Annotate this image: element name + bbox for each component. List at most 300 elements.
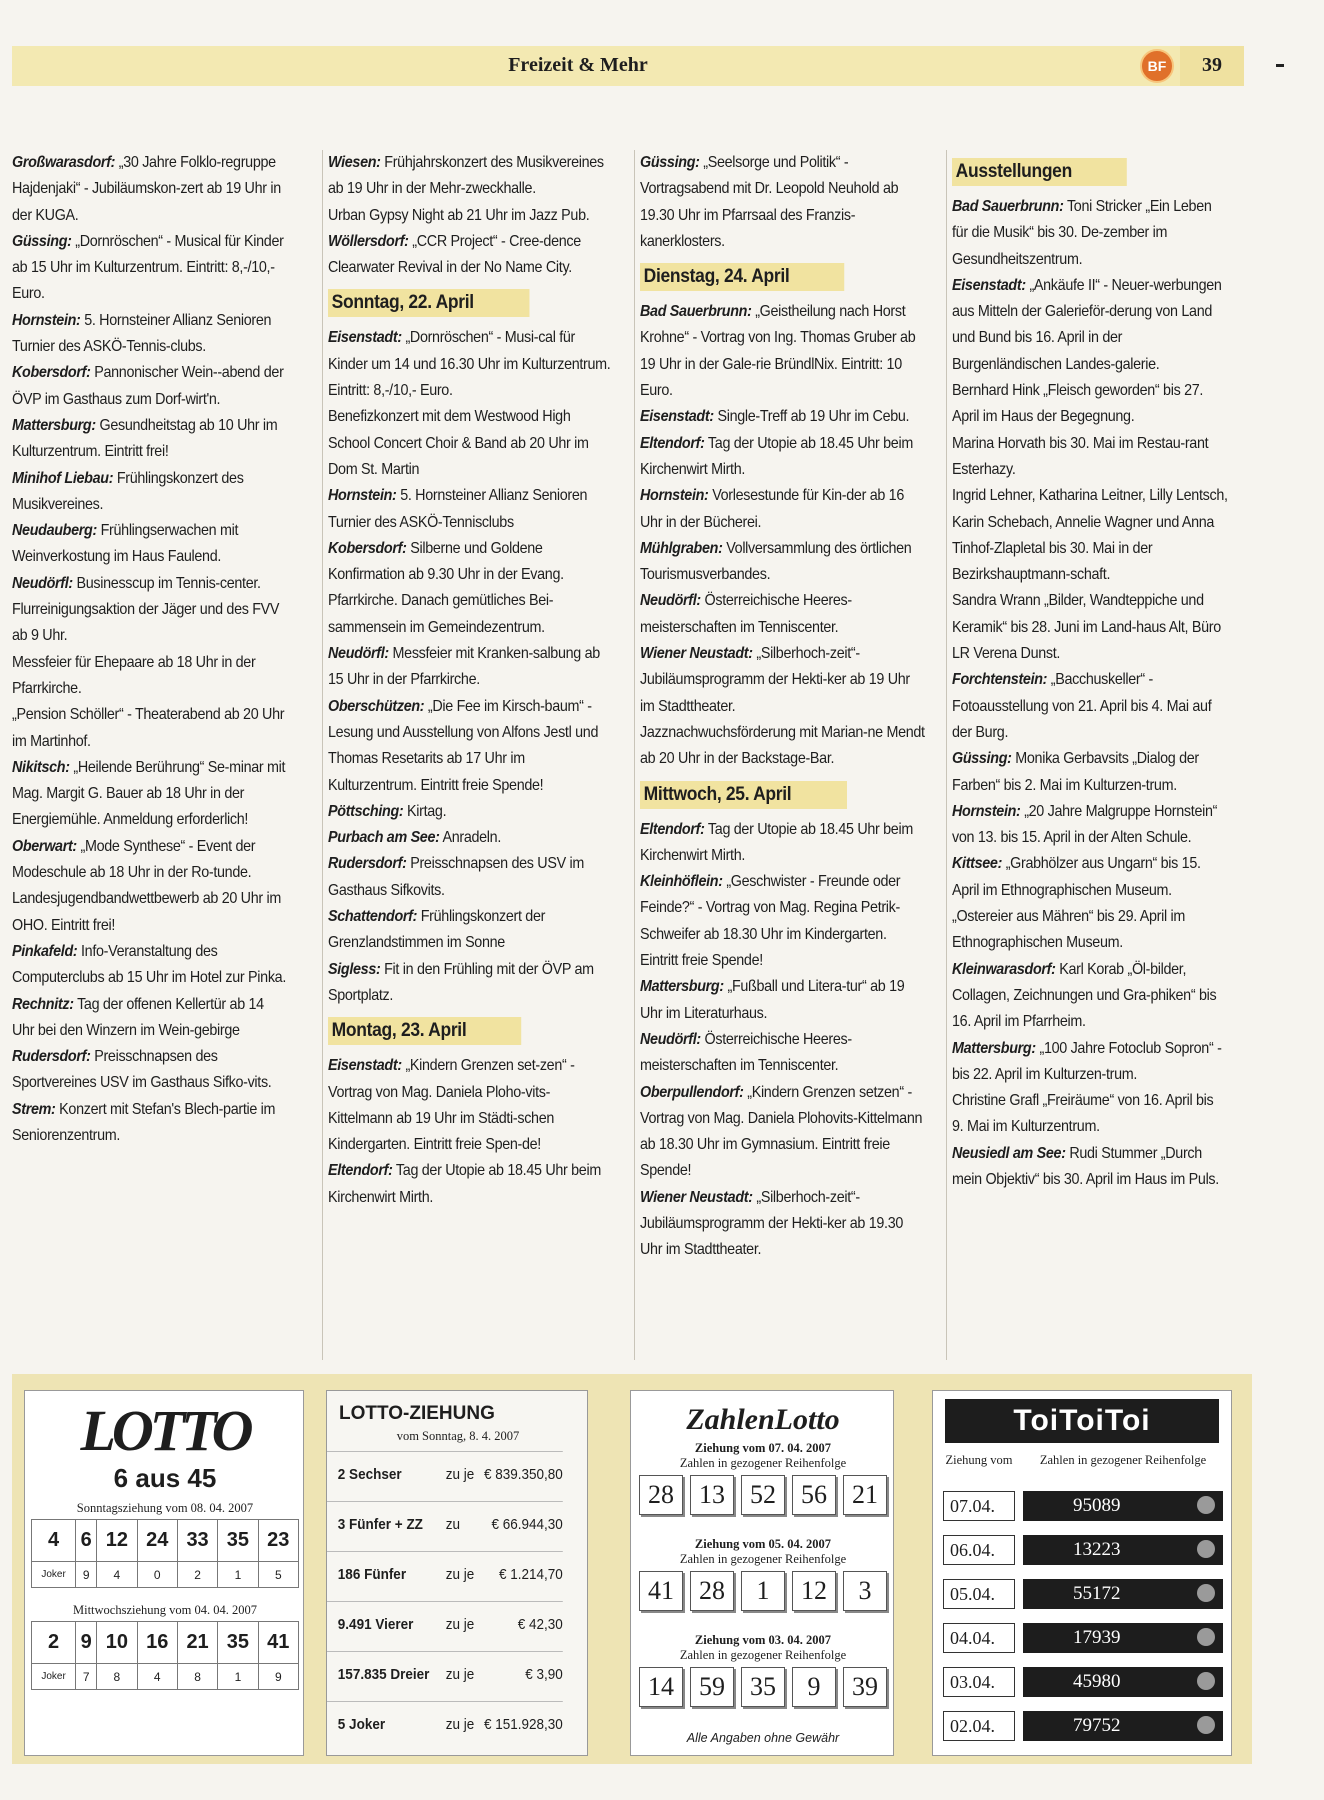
ziehung-row <box>327 1601 563 1647</box>
toi-col-date-header: Ziehung vom <box>945 1453 1013 1467</box>
event-text: „Bacchuskeller“ - Fotoausstellung von 21. April bis 4. Mai auf der Burg. <box>952 671 1212 741</box>
lotto-number: 2 <box>32 1622 76 1664</box>
prize-multiplier: zu je <box>445 1566 475 1583</box>
prize-class: 5 Joker <box>337 1716 386 1733</box>
ziehung-row <box>327 1651 563 1697</box>
drawn-number: 35 <box>741 1667 785 1707</box>
event-place: Neudörfl: <box>328 645 389 663</box>
joker-digit: 1 <box>218 1562 258 1588</box>
event-text: Preisschnapsen des Sportvereines USV im Gasthaus Sifko-vits. <box>12 1048 272 1092</box>
drawn-number: 39 <box>843 1667 887 1707</box>
event-text: 5. Hornsteiner Allianz Senioren Turnier des ASKÖ-Tennis-clubs. <box>12 311 272 356</box>
event-text: Silberne und Goldene Konfirmation ab 9.30 Uhr in der Evang. Pfarrkirche. Danach gemütliches Bei-sammensein im Gemeindezentrum. <box>328 539 564 636</box>
event-entry <box>328 150 613 203</box>
event-entry <box>640 431 925 484</box>
event-entry <box>328 904 613 957</box>
event-text: „Grabhölzer aus Ungarn“ bis 15. April im Ethnographischen Museum. <box>952 855 1201 899</box>
event-text: „Dornröschen“ - Musical für Kinder ab 15 Uhr im Kulturzentrum. Eintritt: 8,-/10,- Euro. <box>12 232 284 303</box>
event-text: Tag der Utopie ab 18.45 Uhr beim Kirchenwirt Mirth. <box>328 1162 601 1206</box>
event-text: „Seelsorge und Politik“ - Vortragsabend mit Dr. Leopold Neuhold ab 19.30 Uhr im Pfarrsaal des Franzis-kanerklosters. <box>640 154 899 250</box>
prize-class: 3 Fünfer + ZZ <box>337 1516 423 1533</box>
event-entry <box>640 641 925 720</box>
lotto-number: 6 <box>76 1520 97 1562</box>
event-entry <box>12 229 288 308</box>
drawn-number: 9 <box>792 1667 836 1707</box>
event-place: Strem: <box>12 1100 56 1118</box>
event-text: „CCR Project“ - Cree-dence Clearwater Revival in der No Name City. <box>328 232 581 277</box>
event-entry <box>12 150 288 229</box>
drawn-number: 28 <box>639 1475 683 1515</box>
event-entry <box>640 1080 925 1185</box>
lotto-number: 41 <box>258 1622 298 1664</box>
event-entry <box>640 404 925 430</box>
draw-date: Ziehung vom 03. 04. 2007 <box>694 1633 832 1647</box>
drawn-number: 28 <box>690 1571 734 1611</box>
event-entry <box>952 1088 1228 1141</box>
event-text: Anradeln. <box>439 829 501 847</box>
event-text: „Pension Schöller“ - Theaterabend ab 20 Uhr im Martinhof. <box>12 706 285 750</box>
event-text: Österreichische Heeres-meisterschaften im Tenniscenter. <box>640 1030 852 1075</box>
event-place: Güssing: <box>640 154 700 171</box>
event-entry <box>12 992 288 1045</box>
event-place: Kobersdorf: <box>12 364 91 382</box>
event-column-3 <box>640 150 925 1264</box>
event-place: Neudörfl: <box>12 574 73 592</box>
event-place: Neudauberg: <box>12 522 97 540</box>
toi-date: 03.04. <box>943 1667 1015 1697</box>
event-place: Wiesen: <box>328 154 381 171</box>
event-text: Tag der offenen Kellertür ab 14 Uhr bei den Winzern im Wein-gebirge <box>12 995 264 1039</box>
event-place: Güssing: <box>952 750 1012 768</box>
event-text: Frühlingskonzert der Grenzlandstimmen im Sonne <box>328 908 546 952</box>
drawn-number: 59 <box>690 1667 734 1707</box>
event-text: „Geistheilung nach Horst Krohne“ - Vortrag von Ing. Thomas Gruber ab 19 Uhr in der Gale-rie BründlNix. Eintritt: 10 Euro. <box>640 303 916 400</box>
toi-date: 04.04. <box>943 1623 1015 1653</box>
toi-date: 05.04. <box>943 1579 1015 1609</box>
toi-row <box>943 1579 1223 1609</box>
event-place: Mattersburg: <box>952 1039 1036 1057</box>
draw-order-note: Zahlen in gezogener Reihenfolge <box>679 1648 847 1662</box>
event-place: Eltendorf: <box>640 820 705 838</box>
day-heading: Sonntag, 22. April <box>328 289 529 317</box>
toi-number <box>1023 1711 1223 1741</box>
drawn-number: 21 <box>843 1475 887 1515</box>
toi-number <box>1023 1667 1223 1697</box>
event-place: Bad Sauerbrunn: <box>640 303 752 321</box>
toi-number-value: 45980 <box>1073 1671 1121 1692</box>
event-entry <box>952 431 1228 484</box>
event-column-2 <box>328 150 613 1211</box>
event-text: Kirtag. <box>403 802 447 820</box>
event-place: Oberpullendorf: <box>640 1083 744 1101</box>
event-entry <box>640 720 925 773</box>
event-text: Monika Gerbavsits „Dialog der Farben“ bis 2. Mai im Kulturzen-trum. <box>952 750 1199 794</box>
event-place: Eisenstadt: <box>328 329 402 347</box>
drawn-number: 14 <box>639 1667 683 1707</box>
joker-digit: 7 <box>76 1664 97 1690</box>
ziehung-title: LOTTO-ZIEHUNG <box>339 1403 495 1424</box>
event-place: Hornstein: <box>640 487 709 505</box>
event-entry <box>12 308 288 361</box>
event-entry <box>952 1141 1228 1194</box>
prize-amount: € 151.928,30 <box>483 1716 563 1733</box>
lottery-results-section <box>12 1374 1252 1764</box>
event-entry <box>328 799 613 825</box>
event-text: „Kindern Grenzen set-zen“ - Vortrag von Mag. Daniela Ploho-vits-Kittelmann ab 19 Uhr im Städti-schen Kindergarten. Eintritt freie Spen-de! <box>328 1057 575 1154</box>
event-text: „Silberhoch-zeit“- Jubiläumsprogramm der Hekti-ker ab 19.30 Uhr im Stadttheater. <box>640 1188 904 1259</box>
event-entry <box>12 1097 288 1150</box>
toi-number-value: 55172 <box>1073 1583 1121 1604</box>
event-entry <box>640 483 925 536</box>
event-entry <box>12 1044 288 1097</box>
sunday-draw-caption: Sonntagsziehung vom 08. 04. 2007 <box>76 1501 254 1515</box>
prize-class: 9.491 Vierer <box>337 1616 414 1633</box>
event-place: Eisenstadt: <box>328 1057 402 1075</box>
event-place: Oberwart: <box>12 837 77 855</box>
draw-date: Ziehung vom 07. 04. 2007 <box>694 1441 832 1455</box>
toi-row <box>943 1491 1223 1521</box>
event-entry <box>12 886 288 939</box>
event-entry <box>12 755 288 834</box>
lotto-logo: LOTTO <box>80 1398 250 1463</box>
lucky-charm-icon <box>1197 1672 1215 1690</box>
event-entry <box>328 536 613 641</box>
event-place: Eisenstadt: <box>640 408 714 426</box>
event-text: Businesscup im Tennis-center. <box>72 574 261 592</box>
event-entry <box>328 1158 613 1211</box>
event-text: 5. Hornsteiner Allianz Senioren Turnier des ASKÖ-Tennisclubs <box>328 487 588 531</box>
event-place: Purbach am See: <box>328 829 440 847</box>
event-entry <box>12 360 288 413</box>
toi-number <box>1023 1491 1223 1521</box>
event-entry <box>328 203 613 229</box>
lotto-number: 33 <box>177 1520 217 1562</box>
event-place: Kleinwarasdorf: <box>952 960 1056 978</box>
event-place: Nikitsch: <box>12 758 70 776</box>
event-text: Bernhard Hink „Fleisch geworden“ bis 27. April im Haus der Begegnung. <box>952 382 1204 426</box>
lotto-number: 9 <box>76 1622 97 1664</box>
event-entry <box>12 939 288 992</box>
day-heading: Mittwoch, 25. April <box>640 781 847 809</box>
event-text: Info-Veranstaltung des Computerclubs ab 15 Uhr im Hotel zur Pinka. <box>12 942 287 987</box>
event-text: Frühlingskonzert des Musikvereines. <box>12 469 244 513</box>
disclaimer-note: Alle Angaben ohne Gewähr <box>686 1731 840 1745</box>
toi-row <box>943 1667 1223 1697</box>
event-entry <box>12 597 288 650</box>
event-text: „Ankäufe II“ - Neuer-werbungen aus Mitteln der Galerieför-derung von Land und Bund bis 16. April in der Burgenländischen Landes-galerie. <box>952 276 1222 373</box>
event-place: Minihof Liebau: <box>12 469 114 487</box>
lotto-number: 35 <box>218 1520 258 1562</box>
event-entry <box>12 518 288 571</box>
lotto-ziehung-box <box>326 1390 588 1756</box>
event-text: Vorlesestunde für Kin-der ab 16 Uhr in der Bücherei. <box>640 487 904 531</box>
event-place: Eltendorf: <box>640 434 705 452</box>
lotto-subtitle: 6 aus 45 <box>113 1463 217 1493</box>
wednesday-draw-caption: Mittwochsziehung vom 04. 04. 2007 <box>72 1603 257 1617</box>
event-place: Pinkafeld: <box>12 942 78 960</box>
event-place: Güssing: <box>12 232 72 250</box>
event-entry <box>12 571 288 597</box>
event-text: Urban Gypsy Night ab 21 Uhr im Jazz Pub. <box>328 206 590 224</box>
lotto-number: 23 <box>258 1520 298 1562</box>
event-entry <box>640 536 925 589</box>
event-place: Mattersburg: <box>12 416 96 434</box>
day-heading: Dienstag, 24. April <box>640 263 845 291</box>
event-entry <box>640 588 925 641</box>
joker-digit: 9 <box>76 1562 97 1588</box>
event-text: „Heilende Berührung“ Se-minar mit Mag. Margit G. Bauer ab 18 Uhr in der Energiemühle. Anmeldung erforderlich! <box>12 758 286 829</box>
lotto-number: 24 <box>137 1520 177 1562</box>
page-number-box <box>1180 46 1244 86</box>
prize-multiplier: zu <box>445 1516 461 1533</box>
event-text: Vollversammlung des örtlichen Tourismusverbandes. <box>640 539 912 584</box>
event-text: „30 Jahre Folklo-regruppe Hajdenjaki“ - Jubiläumskon-zert ab 19 Uhr in der KUGA. <box>12 154 281 224</box>
ziehung-row <box>327 1501 563 1547</box>
sunday-draw-grid <box>31 1519 299 1588</box>
event-place: Neudörfl: <box>640 592 701 610</box>
event-place: Kittsee: <box>952 855 1003 873</box>
event-place: Rudersdorf: <box>328 855 407 873</box>
event-entry <box>328 483 613 536</box>
event-place: Wiener Neustadt: <box>640 645 753 663</box>
lotto-number: 21 <box>177 1622 217 1664</box>
draw-numbers <box>639 1475 887 1515</box>
ziehung-row <box>327 1451 563 1497</box>
event-entry <box>328 694 613 799</box>
joker-digit: 0 <box>137 1562 177 1588</box>
toi-number-value: 13223 <box>1073 1539 1121 1560</box>
event-text: Tag der Utopie ab 18.45 Uhr beim Kirchenwirt Mirth. <box>640 820 913 864</box>
event-place: Rechnitz: <box>12 995 74 1013</box>
event-place: Wöllersdorf: <box>328 232 409 250</box>
event-text: Jazznachwuchsförderung mit Marian-ne Mendt ab 20 Uhr in der Backstage-Bar. <box>640 723 925 768</box>
draw-order-note: Zahlen in gezogener Reihenfolge <box>679 1552 847 1566</box>
edge-mark <box>1276 64 1284 67</box>
event-entry <box>952 799 1228 852</box>
event-entry <box>640 1185 925 1264</box>
event-column-4 <box>952 150 1228 1193</box>
prize-multiplier: zu je <box>445 1666 475 1683</box>
zahlenlotto-box <box>630 1390 894 1756</box>
event-place: Sigless: <box>328 960 381 978</box>
event-entry <box>328 325 613 404</box>
event-place: Mattersburg: <box>640 978 724 996</box>
toi-number <box>1023 1579 1223 1609</box>
event-entry <box>328 404 613 483</box>
event-entry <box>952 194 1228 273</box>
event-entry <box>952 273 1228 378</box>
event-entry <box>952 667 1228 746</box>
lotto-number: 4 <box>32 1520 76 1562</box>
event-entry <box>640 817 925 870</box>
day-heading: Ausstellungen <box>952 158 1127 186</box>
toi-number-value: 17939 <box>1073 1627 1121 1648</box>
draw-date: Ziehung vom 05. 04. 2007 <box>694 1537 832 1551</box>
event-place: Kobersdorf: <box>328 539 407 557</box>
drawn-number: 56 <box>792 1475 836 1515</box>
lucky-charm-icon <box>1197 1496 1215 1514</box>
joker-digit: 8 <box>97 1664 137 1690</box>
event-text: Marina Horvath bis 30. Mai im Restau-rant Esterhazy. <box>952 434 1209 478</box>
event-text: „Die Fee im Kirsch-baum“ - Lesung und Ausstellung von Alfons Jestl und Thomas Resetarits ab 17 Uhr im Kulturzentrum. Eintritt freie Spende! <box>328 697 599 794</box>
joker-digit: 4 <box>137 1664 177 1690</box>
toi-date: 02.04. <box>943 1711 1015 1741</box>
event-text: Konzert mit Stefan's Blech-partie im Seniorenzentrum. <box>12 1100 276 1144</box>
lotto-number: 12 <box>97 1520 137 1562</box>
prize-class: 2 Sechser <box>337 1466 402 1483</box>
event-text: „Geschwister - Freunde oder Feinde?“ - Vortrag von Mag. Regina Petrik-Schweifer ab 18.30 Uhr im Kindergarten. Eintritt freie Spende! <box>640 873 901 970</box>
event-place: Eltendorf: <box>328 1162 393 1180</box>
event-text: Sandra Wrann „Bilder, Wandteppiche und Keramik“ bis 28. Juni im Land-haus Alt, Büro LR Verena Dunst. <box>952 592 1221 663</box>
column-divider <box>634 150 635 1360</box>
ziehung-date: vom Sonntag, 8. 4. 2007 <box>396 1429 520 1443</box>
page-number: 39 <box>1202 54 1222 76</box>
joker-digit: 2 <box>177 1562 217 1588</box>
event-text: Frühjahrskonzert des Musikvereines ab 19 Uhr in der Mehr-zweckhalle. <box>328 154 604 198</box>
event-place: Neudörfl: <box>640 1030 701 1048</box>
joker-label: Joker <box>32 1562 76 1588</box>
toi-number <box>1023 1535 1223 1565</box>
event-text: Benefizkonzert mit dem Westwood High School Concert Choir & Band ab 20 Uhr im Dom St. Martin <box>328 408 589 478</box>
event-text: Messfeier mit Kranken-salbung ab 15 Uhr in der Pfarrkirche. <box>328 645 600 689</box>
event-place: Mühlgraben: <box>640 539 723 557</box>
lotto-box <box>24 1390 304 1756</box>
event-entry <box>952 483 1228 588</box>
event-entry <box>952 378 1228 431</box>
event-entry <box>952 904 1228 957</box>
draw-numbers <box>639 1667 887 1707</box>
event-text: Rudi Stummer „Durch mein Objektiv“ bis 30. April im Haus im Puls. <box>952 1144 1219 1188</box>
event-text: Pannonischer Wein--abend der ÖVP im Gasthaus zum Dorf-wirt'n. <box>12 364 284 408</box>
toi-number <box>1023 1623 1223 1653</box>
ziehung-row <box>327 1701 563 1747</box>
event-entry <box>640 150 925 255</box>
toitoitoi-logo: ToiToiToi <box>945 1399 1219 1443</box>
event-entry <box>952 1036 1228 1089</box>
event-text: Tag der Utopie ab 18.45 Uhr beim Kirchenwirt Mirth. <box>640 434 913 478</box>
toi-number-value: 95089 <box>1073 1495 1121 1516</box>
event-text: Karl Korab „Öl-bilder, Collagen, Zeichnungen und Gra-phiken“ bis 16. April im Pfarrheim. <box>952 960 1217 1031</box>
event-text: „Mode Synthese“ - Event der Modeschule ab 18 Uhr in der Ro-tunde. <box>12 837 256 882</box>
event-text: Österreichische Heeres-meisterschaften im Tenniscenter. <box>640 592 852 636</box>
event-text: Ingrid Lehner, Katharina Leitner, Lilly Lentsch, Karin Schebach, Annelie Wagner und Anna Tinhof-Zlapletal bis 30. Mai in der Bezirkshauptmann-schaft. <box>952 487 1228 584</box>
event-text: Christine Grafl „Freiräume“ von 16. April bis 9. Mai im Kulturzentrum. <box>952 1092 1214 1136</box>
event-place: Schattendorf: <box>328 908 418 926</box>
event-text: „Ostereier aus Mähren“ bis 29. April im Ethnographischen Museum. <box>952 908 1186 952</box>
event-text: Toni Stricker „Ein Leben für die Musik“ bis 30. De-zember im Gesundheitszentrum. <box>952 198 1212 268</box>
prize-amount: € 1.214,70 <box>498 1566 563 1583</box>
event-text: Flurreinigungsaktion der Jäger und des FVV ab 9 Uhr. <box>12 601 280 645</box>
draw-caption <box>631 1633 895 1663</box>
toi-date: 07.04. <box>943 1491 1015 1521</box>
event-place: Oberschützen: <box>328 697 425 715</box>
event-place: Pöttsching: <box>328 802 404 820</box>
event-place: Hornstein: <box>952 802 1021 820</box>
zahlenlotto-logo: ZahlenLotto <box>686 1403 840 1436</box>
prize-class: 157.835 Dreier <box>337 1666 430 1683</box>
drawn-number: 52 <box>741 1475 785 1515</box>
event-place: Kleinhöflein: <box>640 873 723 891</box>
event-text: Fit in den Frühling mit der ÖVP am Sportplatz. <box>328 960 594 1004</box>
section-title: Freizeit & Mehr <box>508 54 648 76</box>
event-entry <box>12 413 288 466</box>
event-column-1 <box>12 150 288 1149</box>
event-text: „Kindern Grenzen setzen“ - Vortrag von Mag. Daniela Plohovits-Kittelmann ab 18.30 Uhr im Gymnasium. Eintritt freie Spende! <box>640 1083 923 1180</box>
lucky-charm-icon <box>1197 1584 1215 1602</box>
event-entry <box>328 957 613 1010</box>
draw-caption <box>631 1441 895 1471</box>
lotto-number: 10 <box>97 1622 137 1664</box>
event-entry <box>952 851 1228 904</box>
event-entry <box>12 702 288 755</box>
drawn-number: 1 <box>741 1571 785 1611</box>
ziehung-row <box>327 1551 563 1597</box>
toi-row <box>943 1535 1223 1565</box>
event-text: Landesjugendbandwettbewerb ab 20 Uhr im OHO. Eintritt frei! <box>12 890 281 934</box>
joker-digit: 5 <box>258 1562 298 1588</box>
joker-digit: 1 <box>218 1664 258 1690</box>
drawn-number: 13 <box>690 1475 734 1515</box>
event-place: Eisenstadt: <box>952 276 1026 294</box>
event-place: Wiener Neustadt: <box>640 1188 753 1206</box>
toitoitoi-box <box>932 1390 1232 1756</box>
event-text: „Fußball und Litera-tur“ ab 19 Uhr im Literaturhaus. <box>640 978 905 1022</box>
joker-label: Joker <box>32 1664 76 1690</box>
joker-digit: 8 <box>177 1664 217 1690</box>
lucky-charm-icon <box>1197 1716 1215 1734</box>
event-entry <box>952 957 1228 1036</box>
event-entry <box>328 851 613 904</box>
event-text: Messfeier für Ehepaare ab 18 Uhr in der Pfarrkirche. <box>12 653 256 697</box>
lucky-charm-icon <box>1197 1540 1215 1558</box>
event-entry <box>12 466 288 519</box>
prize-multiplier: zu je <box>445 1466 475 1483</box>
drawn-number: 12 <box>792 1571 836 1611</box>
event-entry <box>12 650 288 703</box>
wednesday-draw-grid <box>31 1621 299 1690</box>
bf-logo: BF <box>1140 49 1174 83</box>
event-entry <box>328 825 613 851</box>
page-header <box>12 46 1232 86</box>
event-entry <box>328 229 613 282</box>
prize-multiplier: zu je <box>445 1716 475 1733</box>
event-place: Rudersdorf: <box>12 1048 91 1066</box>
event-place: Großwarasdorf: <box>12 154 116 171</box>
event-entry <box>952 588 1228 667</box>
joker-digit: 4 <box>97 1562 137 1588</box>
event-text: Preisschnapsen des USV im Gasthaus Sifkovits. <box>328 855 584 899</box>
event-place: Hornstein: <box>12 311 81 329</box>
event-entry <box>12 834 288 887</box>
event-entry <box>640 869 925 974</box>
toi-number-value: 79752 <box>1073 1715 1121 1736</box>
prize-amount: € 839.350,80 <box>483 1466 563 1483</box>
prize-amount: € 66.944,30 <box>491 1516 563 1533</box>
day-heading: Montag, 23. April <box>328 1017 522 1045</box>
draw-caption <box>631 1537 895 1567</box>
event-place: Forchtenstein: <box>952 671 1048 689</box>
column-divider <box>946 150 947 1360</box>
lotto-number: 35 <box>218 1622 258 1664</box>
toi-row <box>943 1623 1223 1653</box>
event-text: „20 Jahre Malgruppe Hornstein“ von 13. bis 15. April in der Alten Schule. <box>952 802 1218 847</box>
event-text: Single-Treff ab 19 Uhr im Cebu. <box>713 408 910 426</box>
event-entry <box>640 1027 925 1080</box>
event-text: Gesundheitstag ab 10 Uhr im Kulturzentrum. Eintritt frei! <box>12 416 278 461</box>
drawn-number: 3 <box>843 1571 887 1611</box>
event-entry <box>952 746 1228 799</box>
event-entry <box>640 299 925 404</box>
